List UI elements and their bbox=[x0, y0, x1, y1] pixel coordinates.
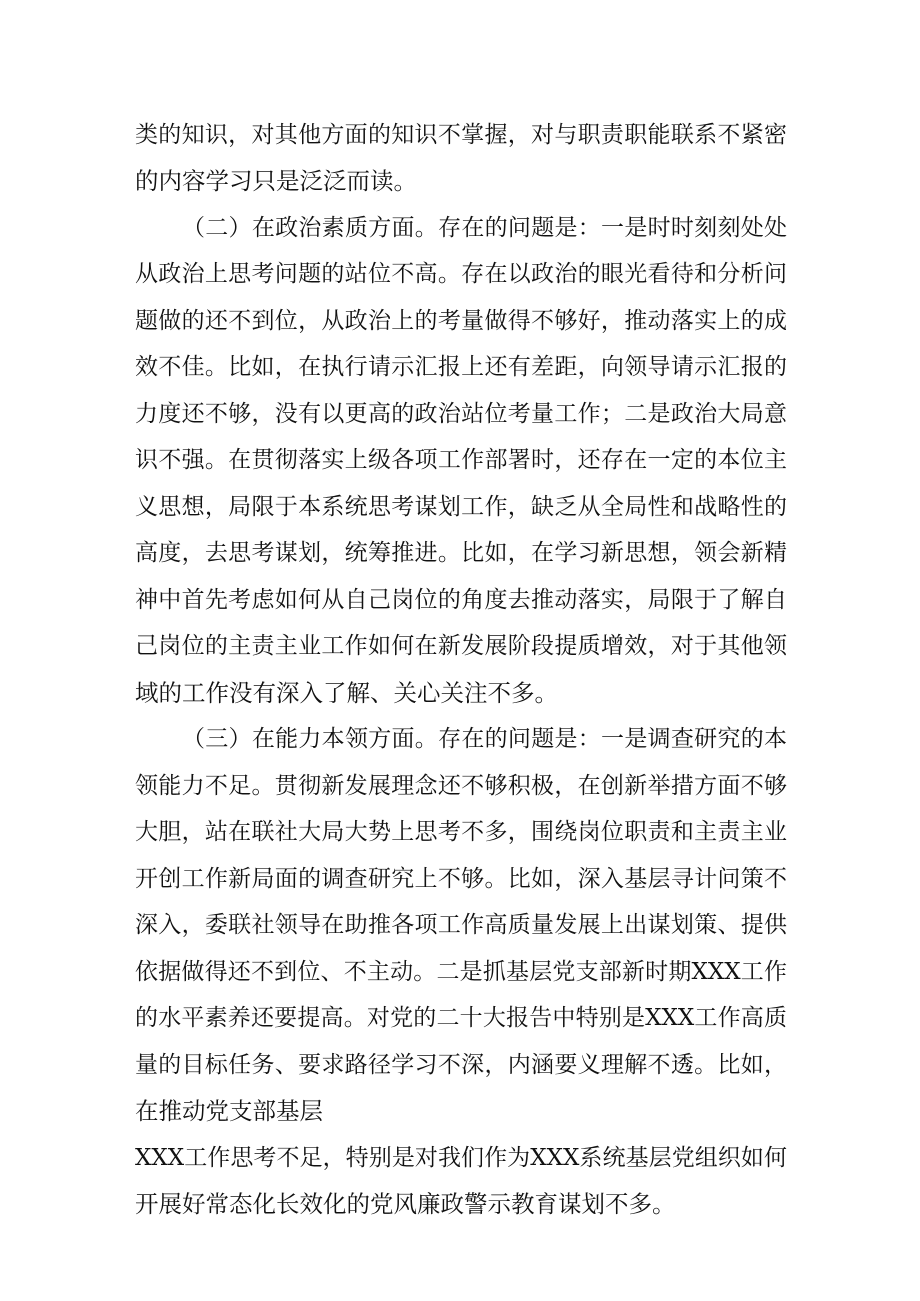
text-line: 义思想，局限于本系统思考谋划工作，缺乏从全局性和战略性的 bbox=[135, 494, 787, 520]
text-line: 域的工作没有深入了解、关心关注不多。 bbox=[135, 679, 558, 707]
text-line: 力度还不够，没有以更高的政治站位考量工作；二是政治大局意 bbox=[135, 401, 787, 427]
text-line: XXX工作思考不足，特别是对我们作为XXX系统基层党组织如何 bbox=[135, 1145, 787, 1171]
text-line: 识不强。在贯彻落实上级各项工作部署时，还存在一定的本位主 bbox=[135, 447, 787, 473]
text-line: 己岗位的主责主业工作如何在新发展阶段提质增效，对于其他领 bbox=[135, 633, 787, 659]
text-line: 的水平素养还要提高。对党的二十大报告中特别是XXX工作高质 bbox=[135, 1005, 787, 1031]
text-line: 从政治上思考问题的站位不高。存在以政治的眼光看待和分析问 bbox=[135, 261, 787, 287]
text-line: 开创工作新局面的调查研究上不够。比如，深入基层寻计问策不 bbox=[135, 866, 787, 892]
text-line: 高度，去思考谋划，统筹推进。比如，在学习新思想，领会新精 bbox=[135, 540, 787, 566]
paragraph-heading-line: （三）在能力本领方面。存在的问题是：一是调查研究的本 bbox=[182, 726, 787, 752]
text-line: 在推动党支部基层 bbox=[135, 1097, 323, 1125]
text-line: 大胆，站在联社大局大势上思考不多，围绕岗位职责和主责主业 bbox=[135, 819, 787, 845]
text-line: 依据做得还不到位、不主动。二是抓基层党支部新时期XXX工作 bbox=[135, 959, 787, 985]
text-line: 效不佳。比如，在执行请示汇报上还有差距，向领导请示汇报的 bbox=[135, 354, 787, 380]
text-line: 开展好常态化长效化的党风廉政警示教育谋划不多。 bbox=[135, 1190, 676, 1218]
paragraph-heading-line: （二）在政治素质方面。存在的问题是：一是时时刻刻处处 bbox=[182, 215, 787, 241]
text-line: 类的知识，对其他方面的知识不掌握，对与职责职能联系不紧密 bbox=[135, 122, 787, 148]
text-line: 的内容学习只是泛泛而读。 bbox=[135, 167, 417, 195]
text-line: 神中首先考虑如何从自己岗位的角度去推动落实，局限于了解自 bbox=[135, 587, 787, 613]
text-line: 题做的还不到位，从政治上的考量做得不够好，推动落实上的成 bbox=[135, 308, 787, 334]
text-line: 领能力不足。贯彻新发展理念还不够积极，在创新举措方面不够 bbox=[135, 773, 787, 799]
text-line: 量的目标任务、要求路径学习不深，内涵要义理解不透。比如， bbox=[135, 1052, 787, 1078]
text-line: 深入，委联社领导在助推各项工作高质量发展上出谋划策、提供 bbox=[135, 912, 787, 938]
